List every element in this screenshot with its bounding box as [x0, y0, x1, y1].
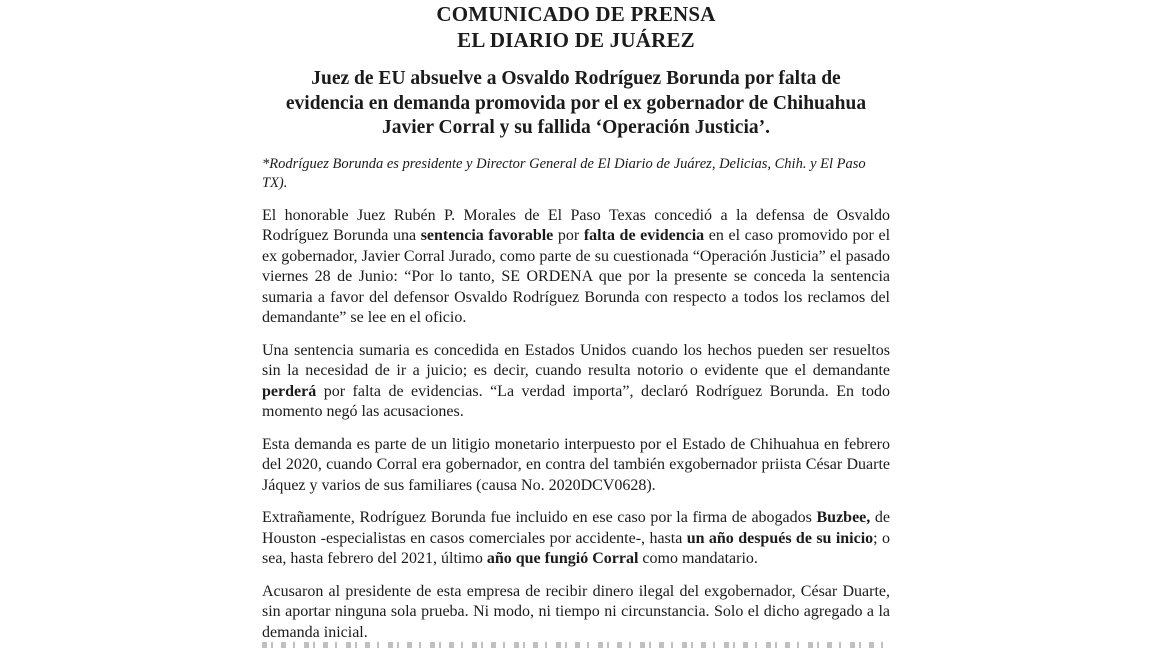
press-release-document	[262, 0, 890, 643]
header-line-press-release: COMUNICADO DE PRENSA	[436, 2, 716, 26]
body-paragraph-4: Extrañamente, Rodríguez Borunda fue incluido en ese caso por la firma de abogados Buzbee, de Houston -especialistas en casos comerciales por accidente-, hasta un año después de su inicio; o sea, hasta febrero del 2021, último año que fungió Corral como mandatario.	[262, 509, 891, 567]
headline: Juez de EU absuelve a Osvaldo Rodríguez Borunda por falta de evidencia en demanda promovida por el ex gobernador de Chihuahua Javier Corral y su fallida ‘Operación Justicia’.	[285, 68, 867, 138]
body-paragraph-1: El honorable Juez Rubén P. Morales de El Paso Texas concedió a la defensa de Osvaldo Rodríguez Borunda una sentencia favorable por falta de evidencia en el caso promovido por el ex gobernador, Javier Corral Jurado, como parte de su cuestionada “Operación Justicia” el pasado viernes 28 de Junio: “Por lo tanto, SE ORDENA que por la presente se conceda la sentencia sumaria a favor del defensor Osvaldo Rodríguez Borunda con respecto a todos los reclamos del demandante” se lee en el oficio.	[262, 206, 891, 326]
author-note: *Rodríguez Borunda es presidente y Director General de El Diario de Juárez, Delicias, Chih. y El Paso TX).	[262, 155, 866, 191]
header-line-newspaper-name: EL DIARIO DE JUÁREZ	[457, 28, 695, 52]
document-header	[262, 0, 890, 53]
document-body	[262, 206, 890, 644]
body-paragraph-2: Una sentencia sumaria es concedida en Estados Unidos cuando los hechos pueden ser resueltos sin la necesidad de ir a juicio; es decir, cuando resulta notorio o evidente que el demandante perderá por falta de evidencias. “La verdad importa”, declaró Rodríguez Borunda. En todo momento negó las acusaciones.	[262, 341, 890, 420]
body-paragraph-3: Esta demanda es parte de un litigio monetario interpuesto por el Estado de Chihuahua en febrero del 2020, cuando Corral era gobernador, en contra del también exgobernador priista César Duarte Jáquez y varios de sus familiares (causa No. 2020DCV0628).	[262, 435, 890, 494]
body-paragraph-5: Acusaron al presidente de esta empresa de recibir dinero ilegal del exgobernador, César Duarte, sin aportar ninguna sola prueba. Ni modo, ni tiempo ni circunstancia. Solo el dicho agregado a la demanda inicial.	[262, 582, 890, 641]
clipped-text-line	[262, 642, 890, 648]
